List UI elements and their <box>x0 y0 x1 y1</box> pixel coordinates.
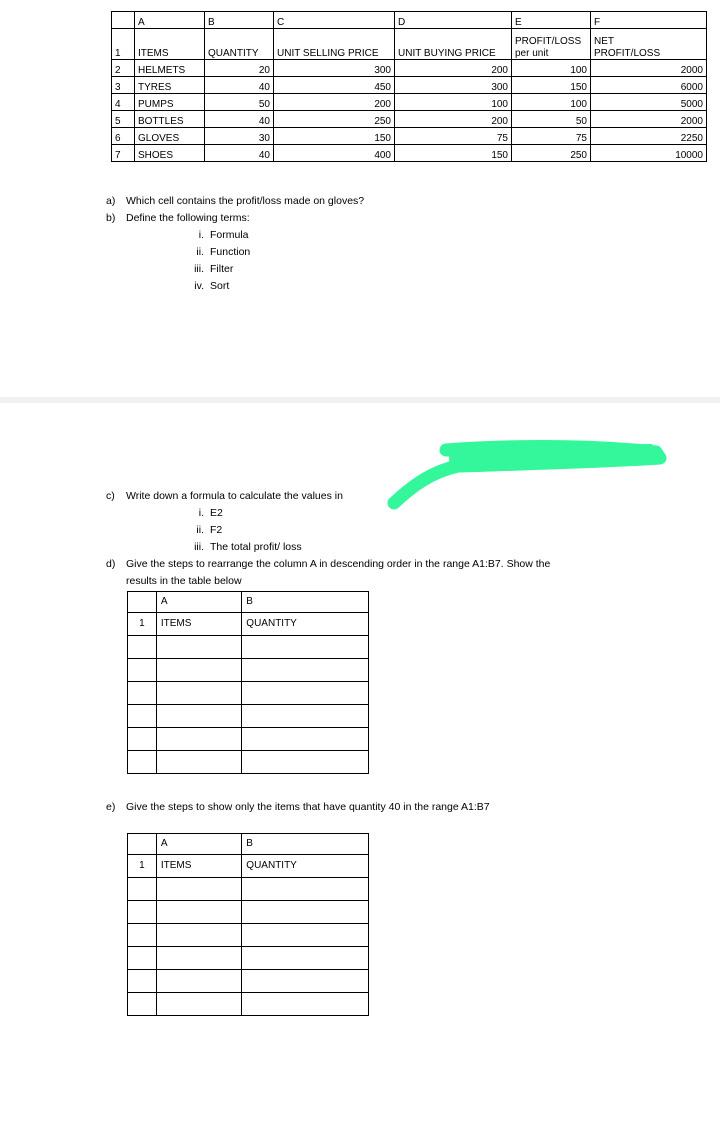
row-number: 5 <box>112 111 135 128</box>
selling-price-cell: 200 <box>274 94 395 111</box>
empty-row <box>128 751 369 774</box>
question-e-text: Give the steps to show only the items that have quantity 40 in the range A1:B7 <box>126 801 490 813</box>
quantity-cell: 50 <box>205 94 274 111</box>
col-letter-a: A <box>135 12 205 29</box>
column-letters-row <box>128 834 369 855</box>
header-row <box>128 855 369 878</box>
header-profit-loss-line1: PROFIT/LOSS <box>515 36 582 47</box>
question-a-label: a) <box>106 195 116 207</box>
empty-cell[interactable] <box>242 705 369 728</box>
item-number: i. <box>198 229 204 241</box>
empty-cell[interactable] <box>242 878 369 901</box>
empty-cell <box>128 705 157 728</box>
question-d <box>106 556 550 573</box>
selling-price-cell: 150 <box>274 128 395 145</box>
question-b-text: Define the following terms: <box>126 212 250 224</box>
item-cell: BOTTLES <box>135 111 205 128</box>
column-letters-row <box>128 592 369 613</box>
header-row <box>128 613 369 636</box>
empty-cell <box>128 993 157 1016</box>
net-profit-loss-cell: 5000 <box>591 94 707 111</box>
net-profit-loss-cell: 2000 <box>591 111 707 128</box>
question-c-label: c) <box>106 490 115 502</box>
question-c-text: Write down a formula to calculate the values in <box>126 490 343 502</box>
row-number: 1 <box>128 613 157 636</box>
empty-cell <box>128 878 157 901</box>
question-c <box>106 488 343 505</box>
row-number: 2 <box>112 60 135 77</box>
item-number: iv. <box>194 280 204 292</box>
empty-cell[interactable] <box>242 636 369 659</box>
empty-cell <box>128 901 157 924</box>
col-letter-e: E <box>512 12 591 29</box>
empty-cell[interactable] <box>156 751 241 774</box>
col-letter-a: A <box>156 834 241 855</box>
empty-row <box>128 993 369 1016</box>
question-c-item <box>182 524 222 536</box>
profit-loss-cell: 75 <box>512 128 591 145</box>
empty-cell <box>128 728 157 751</box>
cell-e2: E2 <box>210 507 223 519</box>
quantity-cell: 40 <box>205 145 274 162</box>
empty-cell[interactable] <box>242 751 369 774</box>
item-number: iii. <box>194 541 204 553</box>
buying-price-cell: 200 <box>395 60 512 77</box>
empty-cell[interactable] <box>242 901 369 924</box>
col-letter-b: B <box>242 592 369 613</box>
selling-price-cell: 300 <box>274 60 395 77</box>
item-number: ii. <box>196 246 204 258</box>
buying-price-cell: 75 <box>395 128 512 145</box>
question-c-item <box>182 507 223 519</box>
empty-row <box>128 947 369 970</box>
header-quantity: QUANTITY <box>242 855 369 878</box>
item-cell: TYRES <box>135 77 205 94</box>
empty-cell[interactable] <box>156 924 241 947</box>
term-filter: Filter <box>210 263 234 275</box>
row-number: 7 <box>112 145 135 162</box>
empty-cell[interactable] <box>242 659 369 682</box>
selling-price-cell: 450 <box>274 77 395 94</box>
row-number: 6 <box>112 128 135 145</box>
net-profit-loss-cell: 10000 <box>591 145 707 162</box>
highlighter-scribble <box>0 0 720 520</box>
cell-f2: F2 <box>210 524 223 536</box>
row-number: 3 <box>112 77 135 94</box>
buying-price-cell: 150 <box>395 145 512 162</box>
profit-loss-cell: 100 <box>512 60 591 77</box>
empty-cell <box>128 636 157 659</box>
question-e-label: e) <box>106 801 116 813</box>
corner-cell <box>128 592 157 613</box>
profit-loss-cell: 100 <box>512 94 591 111</box>
item-number: iii. <box>194 263 204 275</box>
question-a-text: Which cell contains the profit/loss made on gloves? <box>126 195 365 207</box>
quantity-cell: 40 <box>205 111 274 128</box>
col-letter-a: A <box>156 592 241 613</box>
net-profit-loss-cell: 2000 <box>591 60 707 77</box>
item-cell: PUMPS <box>135 94 205 111</box>
header-net-line2: PROFIT/LOSS <box>594 47 661 59</box>
profit-loss-cell: 250 <box>512 145 591 162</box>
empty-cell <box>128 970 157 993</box>
col-letter-d: D <box>395 12 512 29</box>
item-cell: HELMETS <box>135 60 205 77</box>
empty-cell[interactable] <box>156 878 241 901</box>
quantity-cell: 30 <box>205 128 274 145</box>
empty-cell <box>128 924 157 947</box>
empty-cell[interactable] <box>156 970 241 993</box>
question-d-text-continued: results in the table below <box>126 575 242 587</box>
buying-price-cell: 300 <box>395 77 512 94</box>
profit-loss-cell: 150 <box>512 77 591 94</box>
corner-cell <box>128 834 157 855</box>
empty-cell[interactable] <box>156 659 241 682</box>
header-items: ITEMS <box>135 29 205 60</box>
empty-row <box>128 970 369 993</box>
header-items: ITEMS <box>156 855 241 878</box>
empty-cell[interactable] <box>156 705 241 728</box>
term-formula: Formula <box>210 229 249 241</box>
total-profit-loss: The total profit/ loss <box>210 541 302 553</box>
empty-cell[interactable] <box>242 947 369 970</box>
quantity-cell: 40 <box>205 77 274 94</box>
empty-cell[interactable] <box>242 728 369 751</box>
item-cell: GLOVES <box>135 128 205 145</box>
empty-cell <box>128 751 157 774</box>
net-profit-loss-cell: 6000 <box>591 77 707 94</box>
col-letter-f: F <box>591 12 707 29</box>
header-profit-loss-line2: per unit <box>515 47 549 59</box>
row-number: 1 <box>112 29 135 60</box>
buying-price-cell: 200 <box>395 111 512 128</box>
empty-row <box>128 705 369 728</box>
empty-cell[interactable] <box>156 682 241 705</box>
item-number: i. <box>198 507 204 519</box>
selling-price-cell: 250 <box>274 111 395 128</box>
header-unit-selling-price: UNIT SELLING PRICE <box>274 29 395 60</box>
net-profit-loss-cell: 2250 <box>591 128 707 145</box>
term-function: Function <box>210 246 251 258</box>
col-letter-b: B <box>242 834 369 855</box>
buying-price-cell: 100 <box>395 94 512 111</box>
question-d-label: d) <box>106 558 116 570</box>
header-net-line1: NET <box>594 36 614 47</box>
empty-cell[interactable] <box>242 924 369 947</box>
empty-row <box>128 924 369 947</box>
question-c-item <box>182 541 302 553</box>
empty-row <box>128 728 369 751</box>
empty-row <box>128 682 369 705</box>
empty-cell <box>128 659 157 682</box>
header-quantity: QUANTITY <box>205 29 274 60</box>
empty-cell[interactable] <box>242 993 369 1016</box>
empty-cell[interactable] <box>156 728 241 751</box>
col-letter-c: C <box>274 12 395 29</box>
empty-row <box>128 636 369 659</box>
item-number: ii. <box>196 524 204 536</box>
empty-cell[interactable] <box>242 682 369 705</box>
empty-cell[interactable] <box>156 636 241 659</box>
empty-cell <box>128 682 157 705</box>
selling-price-cell: 400 <box>274 145 395 162</box>
header-quantity: QUANTITY <box>242 613 369 636</box>
empty-cell[interactable] <box>156 947 241 970</box>
item-cell: SHOES <box>135 145 205 162</box>
term-sort: Sort <box>210 280 230 292</box>
row-number: 4 <box>112 94 135 111</box>
question-e <box>106 799 490 816</box>
answer-table-d <box>127 591 369 774</box>
quantity-cell: 20 <box>205 60 274 77</box>
header-unit-buying-price: UNIT BUYING PRICE <box>395 29 512 60</box>
empty-cell[interactable] <box>242 970 369 993</box>
empty-cell[interactable] <box>156 993 241 1016</box>
header-items: ITEMS <box>156 613 241 636</box>
empty-cell[interactable] <box>156 901 241 924</box>
empty-row <box>128 901 369 924</box>
answer-table-e <box>127 833 369 1016</box>
empty-cell <box>128 947 157 970</box>
empty-row <box>128 878 369 901</box>
question-d-text: Give the steps to rearrange the column A in descending order in the range A1:B7. Show the <box>126 558 551 570</box>
empty-row <box>128 659 369 682</box>
col-letter-b: B <box>205 12 274 29</box>
profit-loss-cell: 50 <box>512 111 591 128</box>
question-b-label: b) <box>106 212 116 224</box>
row-number: 1 <box>128 855 157 878</box>
